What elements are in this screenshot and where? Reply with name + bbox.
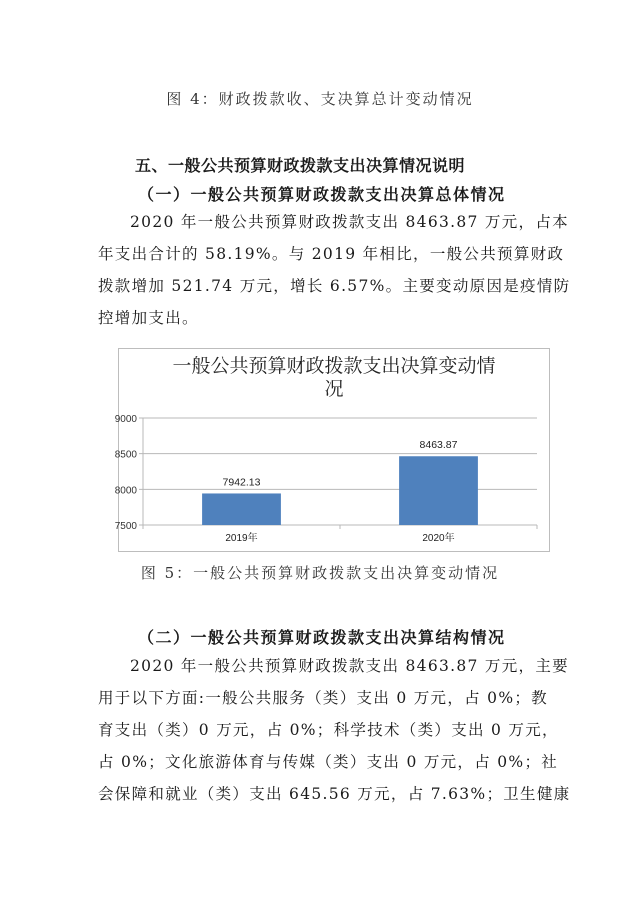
para2-line: 用于以下方面:一般公共服务（类）支出 0 万元，占 0%；教 — [98, 689, 548, 707]
para2-line: 2020 年一般公共预算财政拨款支出 8463.87 万元，主要 — [130, 657, 569, 675]
para1-line: 拨款增加 521.74 万元，增长 6.57%。主要变动原因是疫情防 — [98, 277, 571, 295]
data-label: 7942.13 — [222, 476, 261, 489]
para2-line: 占 0%；文化旅游体育与传媒（类）支出 0 万元，占 0%；社 — [98, 753, 559, 771]
bar-2019年 — [202, 493, 281, 525]
chart-plot — [114, 349, 549, 551]
paragraph-structure — [98, 650, 571, 810]
data-label: 8463.87 — [419, 439, 458, 452]
section5-heading: 五、一般公共预算财政拨款支出决算情况说明 — [135, 156, 466, 175]
bar-2020年 — [399, 456, 478, 525]
paragraph-overall — [98, 206, 571, 334]
y-tick-label: 9000 — [114, 414, 137, 425]
para1-line: 控增加支出。 — [98, 309, 199, 327]
chart-title-line2: 况 — [324, 378, 344, 400]
para2-line: 会保障和就业（类）支出 645.56 万元，占 7.63%；卫生健康 — [98, 785, 571, 803]
sub2-heading: （二）一般公共预算财政拨款支出决算结构情况 — [138, 628, 506, 647]
para1-line: 年支出合计的 58.19%。与 2019 年相比，一般公共预算财政 — [98, 245, 565, 263]
x-category-label: 2020年 — [422, 533, 455, 544]
y-tick-label: 8500 — [114, 449, 137, 461]
para2-line: 育支出（类）0 万元，占 0%；科学技术（类）支出 0 万元， — [98, 721, 559, 739]
chart-title-line1: 一般公共预算财政拨款支出决算变动情 — [172, 355, 496, 377]
bar-chart — [114, 348, 550, 552]
x-category-label: 2019年 — [225, 533, 258, 544]
sub1-heading: （一）一般公共预算财政拨款支出决算总体情况 — [138, 185, 506, 204]
figure4-caption: 图 4：财政拨款收、支决算总计变动情况 — [166, 90, 474, 108]
figure5-caption: 图 5：一般公共预算财政拨款支出决算变动情况 — [140, 564, 500, 582]
para1-line: 2020 年一般公共预算财政拨款支出 8463.87 万元，占本 — [130, 213, 569, 231]
y-tick-label: 8000 — [114, 485, 137, 497]
y-tick-label: 7500 — [114, 521, 137, 532]
